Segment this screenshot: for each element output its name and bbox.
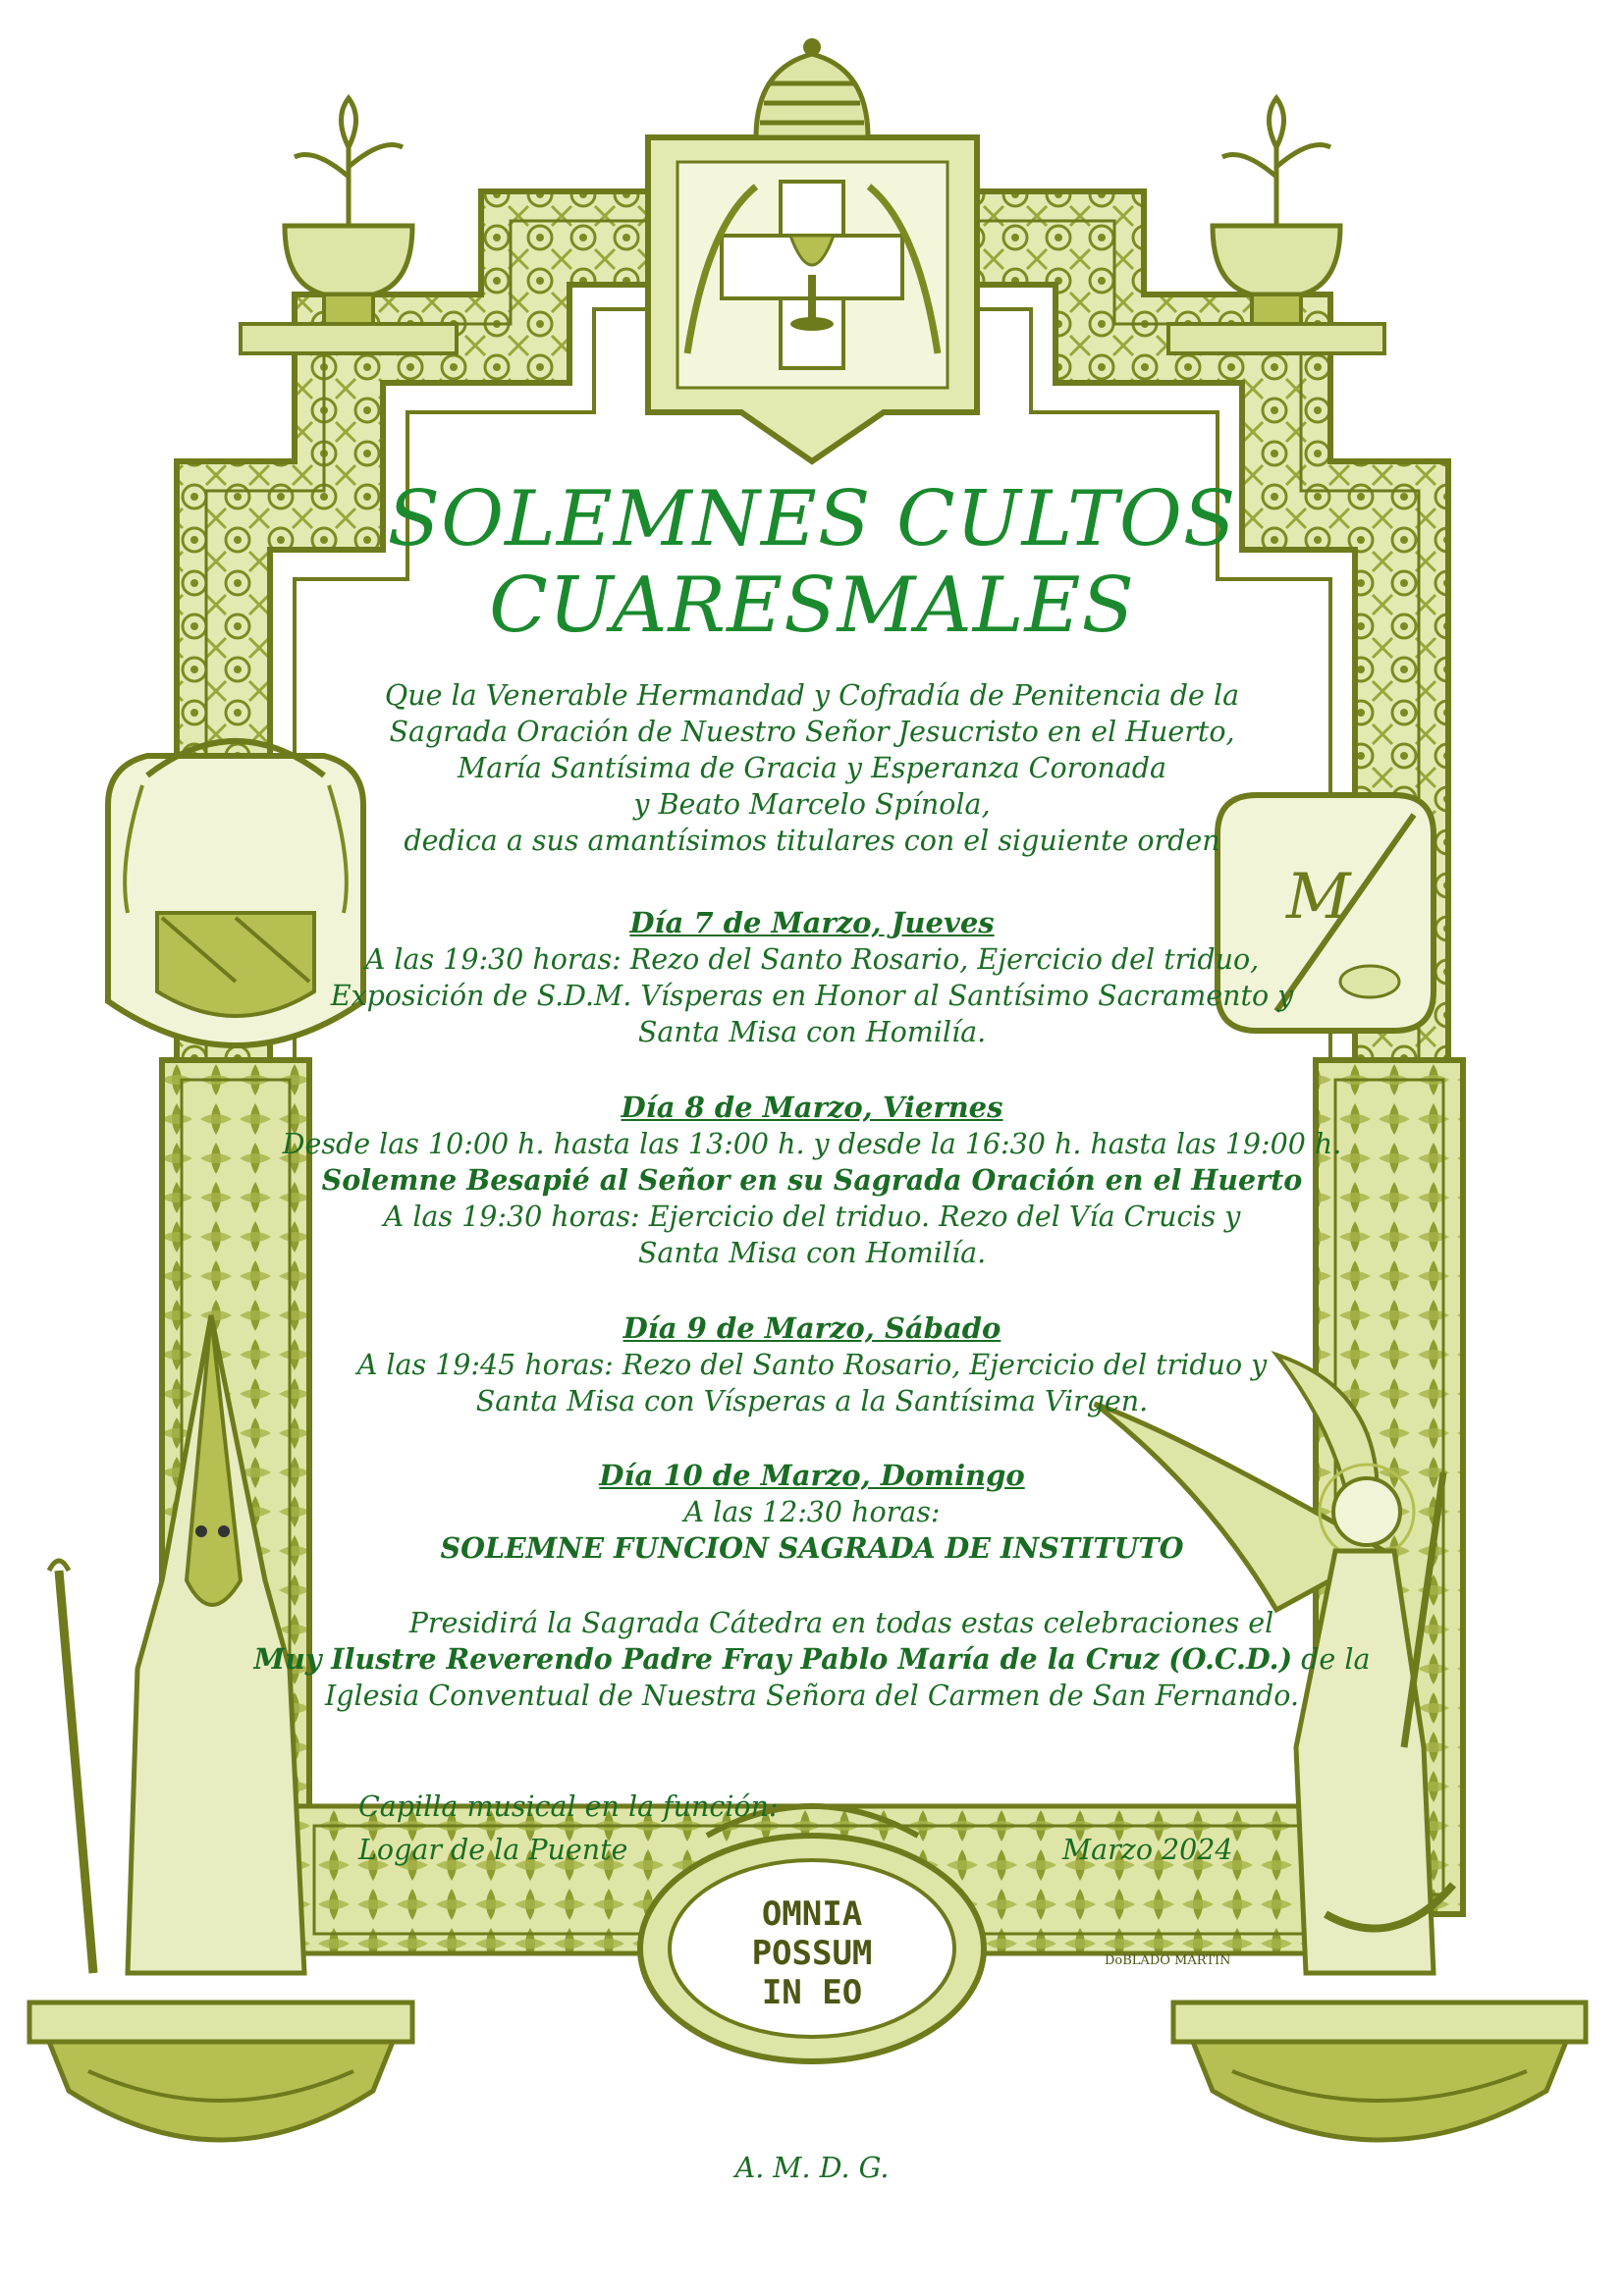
day-line: A las 19:45 horas: Rezo del Santo Rosario, Ejercicio del triduo y	[356, 1349, 1268, 1381]
day-line: Santa Misa con Homilía.	[637, 1237, 987, 1269]
intro-line: Que la Venerable Hermandad y Cofradía de Penitencia de la	[384, 679, 1240, 712]
day-heading: Día 8 de Marzo, Viernes	[621, 1091, 1003, 1124]
intro-line: dedica a sus amantísimos titulares con el siguiente orden	[404, 825, 1220, 857]
motto-line: OMNIA	[761, 1895, 863, 1934]
day-line: A las 19:30 horas: Ejercicio del triduo. Rezo del Vía Crucis y	[383, 1201, 1241, 1233]
footer-amdg: A. M. D. G.	[734, 2152, 890, 2184]
day-heading: Día 10 de Marzo, Domingo	[599, 1459, 1025, 1492]
title-line-2: CUARESMALES	[489, 561, 1135, 650]
day-line: A las 19:30 horas: Rezo del Santo Rosario, Ejercicio del triduo,	[364, 943, 1260, 976]
funcion-line: SOLEMNE FUNCION SAGRADA DE INSTITUTO	[440, 1531, 1184, 1565]
preacher-name-suffix: de la	[1292, 1643, 1371, 1676]
papal-tiara-icon	[756, 38, 868, 137]
day-section-2	[0, 1090, 1624, 1271]
motto-line: IN EO	[761, 1973, 863, 2012]
intro-line: y Beato Marcelo Spínola,	[633, 788, 991, 821]
document-date: Marzo 2024	[1062, 1834, 1233, 1866]
intro-line: Sagrada Oración de Nuestro Señor Jesucristo en el Huerto,	[389, 716, 1235, 748]
preacher-paragraph	[0, 1605, 1624, 1714]
page-title	[0, 476, 1624, 649]
preacher-name-line	[0, 1641, 1624, 1678]
music-label: Capilla musical en la función:	[358, 1790, 779, 1823]
intro-paragraph	[0, 677, 1624, 859]
right-pedestal	[1173, 2002, 1586, 2140]
preacher-line: Iglesia Conventual de Nuestra Señora del Carmen de San Fernando.	[324, 1680, 1300, 1712]
day-line: Santa Misa con Homilía.	[637, 1016, 987, 1048]
day-section-3	[0, 1310, 1624, 1419]
intro-line: María Santísima de Gracia y Esperanza Coronada	[458, 752, 1166, 784]
title-line-1: SOLEMNES CULTOS	[387, 475, 1237, 563]
day-heading: Día 9 de Marzo, Sábado	[623, 1311, 1001, 1345]
artist-signature: DoBLADO MARTIN	[1105, 1953, 1231, 1968]
day-heading: Día 7 de Marzo, Jueves	[629, 906, 995, 939]
day-line: Santa Misa con Vísperas a la Santísima Virgen.	[475, 1385, 1149, 1417]
svg-text:M: M	[1286, 861, 1351, 934]
day-line: Exposición de S.D.M. Vísperas en Honor al Santísimo Sacramento y	[330, 980, 1294, 1012]
day-section-4	[0, 1458, 1624, 1567]
chalice-cross-icon	[648, 137, 977, 461]
day-section-1	[0, 905, 1624, 1050]
day-line: A las 12:30 horas:	[683, 1496, 941, 1528]
cartouche-motto	[0, 1895, 1624, 2012]
besapie-line: Solemne Besapié al Señor en su Sagrada Oración en el Huerto	[321, 1163, 1303, 1197]
preacher-name: Muy Ilustre Reverendo Padre Fray Pablo María de la Cruz (O.C.D.)	[253, 1642, 1293, 1676]
day-line: Desde las 10:00 h. hasta las 13:00 h. y desde la 16:30 h. hasta las 19:00 h.	[282, 1128, 1342, 1160]
left-pedestal	[29, 2002, 412, 2140]
preacher-line: Presidirá la Sagrada Cátedra en todas estas celebraciones el	[408, 1607, 1274, 1639]
music-name: Logar de la Puente	[358, 1834, 628, 1866]
motto-line: POSSUM	[751, 1934, 873, 1973]
